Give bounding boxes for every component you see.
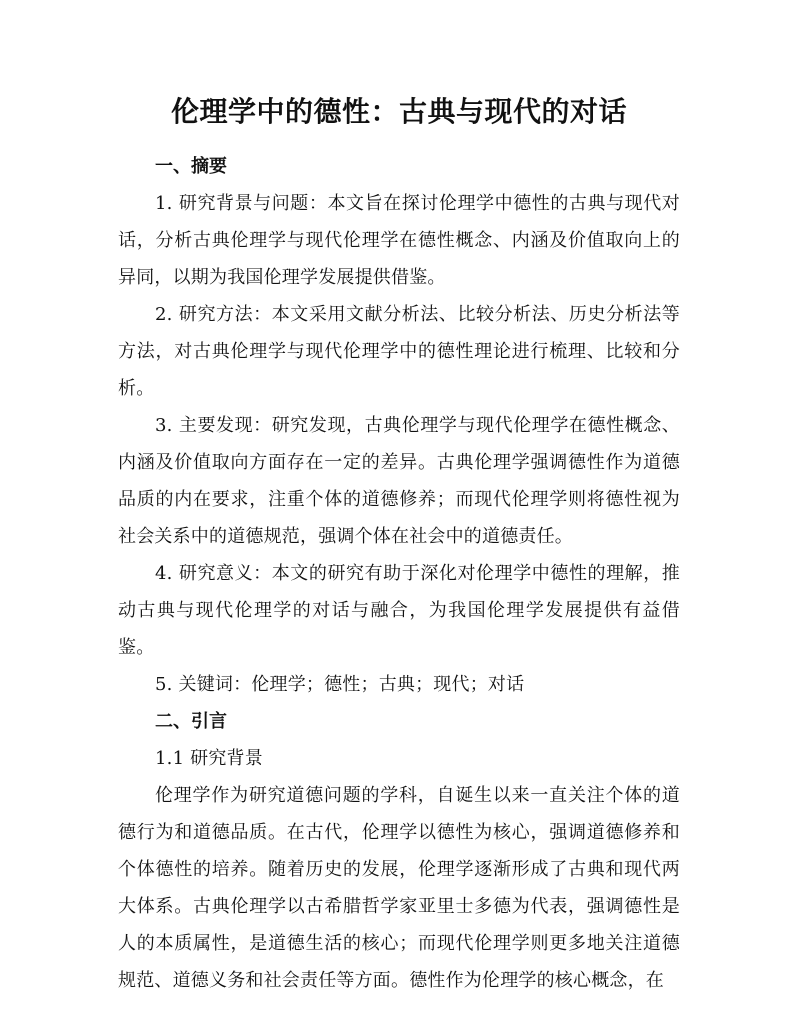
abstract-paragraph-methods: 2. 研究方法：本文采用文献分析法、比较分析法、历史分析法等方法，对古典伦理学与现代伦理学中的德性理论进行梳理、比较和分析。 (118, 304, 680, 399)
section-heading-abstract: 一、摘要 (155, 156, 227, 177)
abstract-paragraph-background: 1. 研究背景与问题：本文旨在探讨伦理学中德性的古典与现代对话，分析古典伦理学与现代伦理学在德性概念、内涵及价值取向上的异同，以期为我国伦理学发展提供借鉴。 (118, 193, 680, 288)
introduction-paragraph: 伦理学作为研究道德问题的学科，自诞生以来一直关注个体的道德行为和道德品质。在古代，伦理学以德性为核心，强调道德修养和个体德性的培养。随着历史的发展，伦理学逐渐形成了古典和现代两大体系。古典伦理学以古希腊哲学家亚里士多德为代表，强调德性是人的本质属性，是道德生活的核心；而现代伦理学则更多地关注道德规范、道德义务和社会责任等方面。德性作为伦理学的核心概念，在 (118, 785, 680, 991)
subsection-heading-background: 1.1 研究背景 (155, 748, 263, 769)
document-title: 伦理学中的德性：古典与现代的对话 (170, 95, 627, 128)
abstract-paragraph-keywords: 5. 关键词：伦理学；德性；古典；现代；对话 (155, 674, 525, 695)
abstract-paragraph-significance: 4. 研究意义：本文的研究有助于深化对伦理学中德性的理解，推动古典与现代伦理学的对话与融合，为我国伦理学发展提供有益借鉴。 (118, 563, 680, 658)
abstract-paragraph-findings: 3. 主要发现：研究发现，古典伦理学与现代伦理学在德性概念、内涵及价值取向方面存在一定的差异。古典伦理学强调德性作为道德品质的内在要求，注重个体的道德修养；而现代伦理学则将德性视为社会关系中的道德规范，强调个体在社会中的道德责任。 (118, 415, 680, 547)
section-heading-introduction: 二、引言 (155, 711, 227, 732)
